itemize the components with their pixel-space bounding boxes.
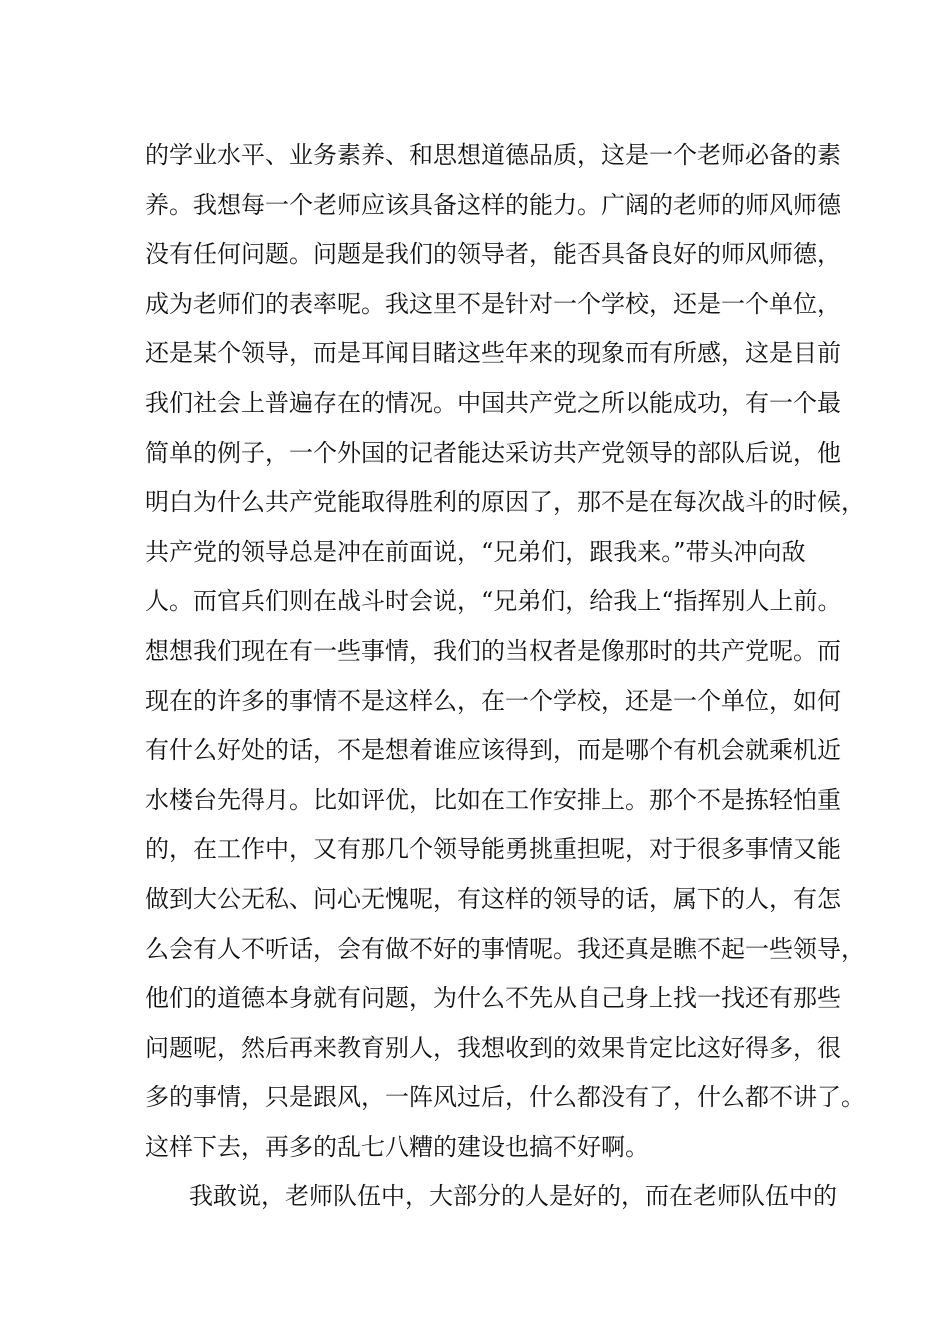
- text-line: 还是某个领导，而是耳闻目睹这些年来的现象而有所感，这是目前: [145, 339, 841, 368]
- text-line: 没有任何问题。问题是我们的领导者，能否具备良好的师风师德，: [145, 240, 841, 269]
- text-line: 做到大公无私、问心无愧呢，有这样的领导的话，属下的人，有怎: [145, 884, 841, 913]
- text-line: 的学业水平、业务素养、和思想道德品质，这是一个老师必备的素: [145, 141, 841, 169]
- text-line: 现在的许多的事情不是这样么，在一个学校，还是一个单位，如何: [145, 686, 841, 715]
- text-line: 我们社会上普遍存在的情况。中国共产党之所以能成功，有一个最: [145, 388, 841, 417]
- paragraph-first-line: 我敢说，老师队伍中，大部分的人是好的，而在老师队伍中的: [189, 1182, 837, 1211]
- text-line: 共产党的领导总是冲在前面说，“兄弟们，跟我来。”带头冲向敌: [145, 537, 806, 566]
- text-line: 人。而官兵们则在战斗时会说，“兄弟们，给我上“指挥别人上前。: [145, 587, 842, 616]
- text-line: 水楼台先得月。比如评优，比如在工作安排上。那个不是拣轻怕重: [145, 785, 841, 814]
- body-text: [145, 131, 865, 1222]
- text-line: 简单的例子，一个外国的记者能达采访共产党领导的部队后说，他: [145, 438, 841, 467]
- text-line: 的，在工作中，又有那几个领导能勇挑重担呢，对于很多事情又能: [145, 835, 841, 864]
- text-line: 养。我想每一个老师应该具备这样的能力。广阔的老师的师风师德: [145, 190, 841, 219]
- text-line: 问题呢，然后再来教育别人，我想收到的效果肯定比这好得多，很: [145, 1033, 841, 1062]
- text-line: 他们的道德本身就有问题，为什么不先从自己身上找一找还有那些: [145, 984, 841, 1013]
- text-line: 么会有人不听话，会有做不好的事情呢。我还真是瞧不起一些领导，: [145, 934, 865, 963]
- text-line: 这样下去，再多的乱七八糟的建设也搞不好啊。: [145, 1132, 649, 1161]
- text-line: 多的事情，只是跟风，一阵风过后，什么都没有了，什么都不讲了。: [145, 1083, 865, 1112]
- text-line: 有什么好处的话，不是想着谁应该得到，而是哪个有机会就乘机近: [145, 736, 841, 765]
- text-line: 成为老师们的表率呢。我这里不是针对一个学校，还是一个单位，: [145, 289, 841, 318]
- text-line: 明白为什么共产党能取得胜利的原因了，那不是在每次战斗的时候，: [145, 488, 865, 517]
- text-line: 想想我们现在有一些事情，我们的当权者是像那时的共产党呢。而: [145, 636, 841, 665]
